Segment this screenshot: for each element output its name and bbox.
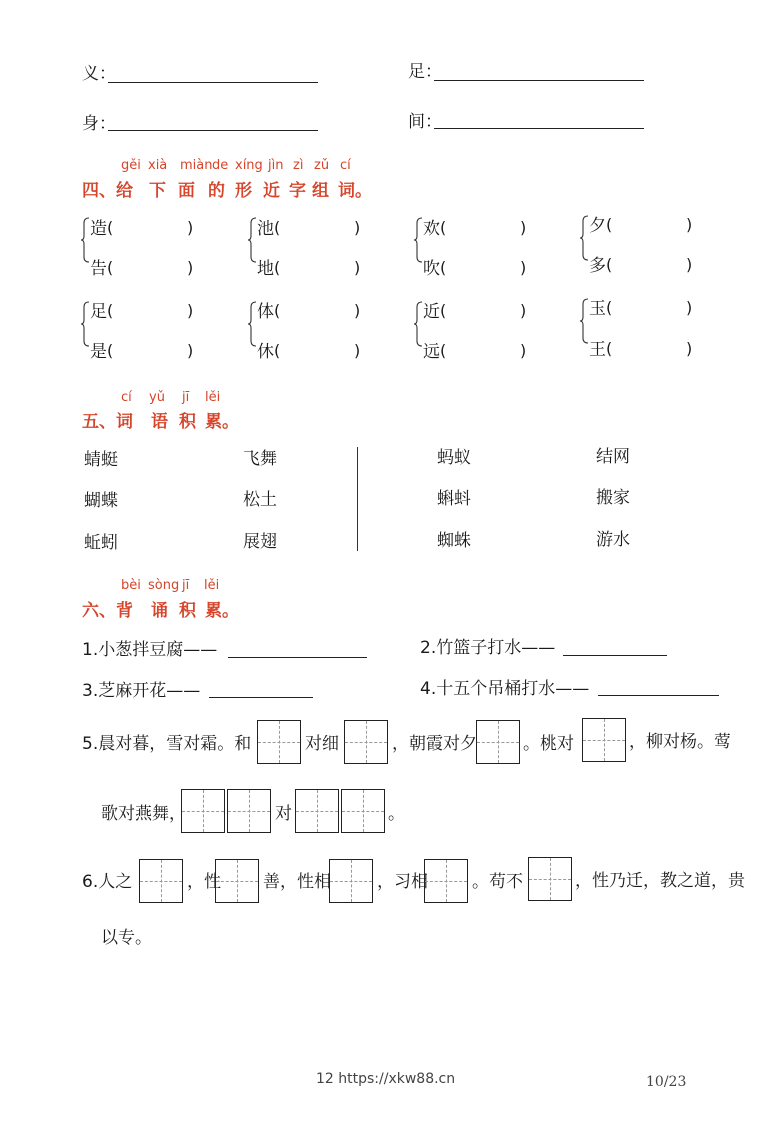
group-char: 是	[90, 342, 107, 362]
paren-open: (	[440, 218, 447, 237]
paren-close: )	[686, 339, 693, 358]
text: 善，性相	[263, 872, 331, 892]
paren-close: )	[354, 218, 361, 237]
paren-close: )	[354, 258, 361, 277]
pinyin: de	[212, 158, 229, 173]
group-char: 休	[257, 342, 274, 362]
answer-line[interactable]	[108, 82, 318, 83]
paren-close: )	[520, 341, 527, 360]
paren-open: (	[440, 301, 447, 320]
paren-open: (	[274, 218, 281, 237]
answer-line[interactable]	[209, 697, 313, 698]
group-char: 欢	[423, 219, 440, 239]
group-char: 玉	[589, 299, 606, 319]
section-title: 字	[289, 181, 306, 201]
section-title: 五、词	[82, 412, 133, 432]
paren-open: (	[440, 258, 447, 277]
paren-close: )	[686, 215, 693, 234]
char-yi: 义	[82, 64, 99, 84]
pinyin: jī	[182, 390, 190, 405]
section-title: 诵	[151, 601, 168, 621]
group-char: 王	[589, 340, 606, 360]
writing-box[interactable]	[257, 720, 301, 764]
section-title: 累。	[205, 601, 239, 621]
text: 。苟不	[472, 872, 523, 892]
answer-line[interactable]	[598, 695, 719, 696]
pinyin: xià	[148, 158, 168, 173]
pinyin: zǔ	[314, 158, 330, 173]
writing-box[interactable]	[329, 859, 373, 903]
paren-close: )	[520, 301, 527, 320]
footer-site: 12 https://xkw88.cn	[316, 1071, 456, 1087]
word: 蚯蚓	[84, 533, 118, 553]
writing-box[interactable]	[215, 859, 259, 903]
section-title: 的	[208, 181, 225, 201]
recite-item-4: 4.十五个吊桶打水——	[420, 679, 590, 699]
divider	[357, 447, 358, 551]
text: 5.晨对暮，雪对霜。和	[82, 734, 252, 754]
paren-close: )	[187, 301, 194, 320]
pinyin: jìn	[268, 158, 284, 173]
paren-close: )	[520, 218, 527, 237]
pinyin: sòng	[148, 578, 180, 593]
paren-close: )	[520, 258, 527, 277]
paren-close: )	[686, 298, 693, 317]
brace-icon	[247, 217, 257, 263]
answer-line[interactable]	[434, 80, 644, 81]
writing-box[interactable]	[341, 789, 385, 833]
section-title: 积	[179, 601, 196, 621]
recite-item-1: 1.小葱拌豆腐——	[82, 640, 218, 660]
char-zu: 足	[408, 62, 425, 82]
group-char: 池	[257, 219, 274, 239]
paren-open: (	[274, 341, 281, 360]
colon: ：	[99, 114, 116, 134]
group-char: 地	[257, 259, 274, 279]
brace-icon	[413, 301, 423, 347]
section-title: 下	[149, 181, 166, 201]
group-char: 足	[90, 302, 107, 322]
writing-box[interactable]	[528, 857, 572, 901]
paren-open: (	[107, 258, 114, 277]
section-title: 形	[235, 181, 252, 201]
writing-box[interactable]	[344, 720, 388, 764]
group-char: 夕	[589, 216, 606, 236]
section-title: 词。	[338, 181, 372, 201]
paren-open: (	[274, 258, 281, 277]
section-title: 六、背	[82, 601, 133, 621]
paren-close: )	[187, 341, 194, 360]
char-shen: 身	[82, 114, 99, 134]
writing-box[interactable]	[181, 789, 225, 833]
word: 结网	[596, 447, 630, 467]
pinyin: zì	[293, 158, 304, 173]
answer-line[interactable]	[108, 130, 318, 131]
writing-box[interactable]	[424, 859, 468, 903]
group-char: 近	[423, 302, 440, 322]
word: 蜘蛛	[437, 531, 471, 551]
answer-line[interactable]	[563, 655, 667, 656]
text: ，柳对杨。莺	[629, 732, 731, 752]
section-title: 近	[263, 181, 280, 201]
text: ，朝霞对夕	[392, 734, 477, 754]
paren-open: (	[107, 218, 114, 237]
paren-open: (	[274, 301, 281, 320]
section-title: 积	[179, 412, 196, 432]
page-number: 10/23	[646, 1074, 687, 1090]
word: 蜻蜓	[84, 450, 118, 470]
brace-icon	[413, 217, 423, 263]
pinyin: gěi	[121, 158, 141, 173]
brace-icon	[80, 301, 90, 347]
paren-open: (	[606, 255, 613, 274]
text: ，性	[187, 872, 221, 892]
answer-line[interactable]	[228, 657, 367, 658]
paren-close: )	[354, 301, 361, 320]
paren-close: )	[187, 218, 194, 237]
writing-box[interactable]	[227, 789, 271, 833]
group-char: 吹	[423, 259, 440, 279]
char-jian: 间	[408, 112, 425, 132]
recite-item-2: 2.竹篮子打水——	[420, 638, 556, 658]
text: 对细	[305, 734, 339, 754]
answer-line[interactable]	[434, 128, 644, 129]
group-char: 造	[90, 219, 107, 239]
section-title: 组	[312, 181, 329, 201]
text: 。桃对	[523, 734, 574, 754]
paren-open: (	[440, 341, 447, 360]
text: 。	[388, 804, 405, 824]
pinyin: miàn	[180, 158, 213, 173]
word: 搬家	[596, 488, 630, 508]
colon: ：	[425, 62, 442, 82]
text: ，习相	[377, 872, 428, 892]
pinyin: xíng	[235, 158, 263, 173]
paren-close: )	[187, 258, 194, 277]
writing-box[interactable]	[582, 718, 626, 762]
writing-box[interactable]	[295, 789, 339, 833]
pinyin: bèi	[121, 578, 141, 593]
section-title: 累。	[205, 412, 239, 432]
pinyin: yǔ	[149, 390, 165, 405]
paren-open: (	[606, 298, 613, 317]
pinyin: cí	[340, 158, 351, 173]
paren-close: )	[686, 255, 693, 274]
writing-box[interactable]	[139, 859, 183, 903]
section-title: 面	[178, 181, 195, 201]
section-title: 四、给	[82, 181, 133, 201]
pinyin: lěi	[205, 390, 221, 405]
word: 飞舞	[243, 449, 277, 469]
text: 歌对燕舞，	[101, 804, 186, 824]
pinyin: jī	[182, 578, 190, 593]
text: 以专。	[101, 928, 152, 948]
paren-open: (	[107, 301, 114, 320]
brace-icon	[579, 298, 589, 344]
recite-item-3: 3.芝麻开花——	[82, 681, 201, 701]
brace-icon	[579, 215, 589, 261]
colon: ：	[425, 112, 442, 132]
section-title: 语	[151, 412, 168, 432]
paren-open: (	[107, 341, 114, 360]
word: 蝌蚪	[437, 489, 471, 509]
brace-icon	[80, 217, 90, 263]
word: 松土	[243, 490, 277, 510]
brace-icon	[247, 301, 257, 347]
paren-close: )	[354, 341, 361, 360]
pinyin: lěi	[204, 578, 220, 593]
pinyin: cí	[121, 390, 132, 405]
text: 6.人之	[82, 872, 133, 892]
word: 展翅	[243, 532, 277, 552]
group-char: 体	[257, 302, 274, 322]
word: 游水	[596, 530, 630, 550]
paren-open: (	[606, 215, 613, 234]
colon: ：	[99, 64, 116, 84]
group-char: 远	[423, 342, 440, 362]
writing-box[interactable]	[476, 720, 520, 764]
word: 蚂蚁	[437, 448, 471, 468]
group-char: 告	[90, 259, 107, 279]
word: 蝴蝶	[84, 491, 118, 511]
text: ，性乃迁，教之道，贵	[575, 871, 745, 891]
paren-open: (	[606, 339, 613, 358]
text: 对	[275, 804, 292, 824]
group-char: 多	[589, 256, 606, 276]
